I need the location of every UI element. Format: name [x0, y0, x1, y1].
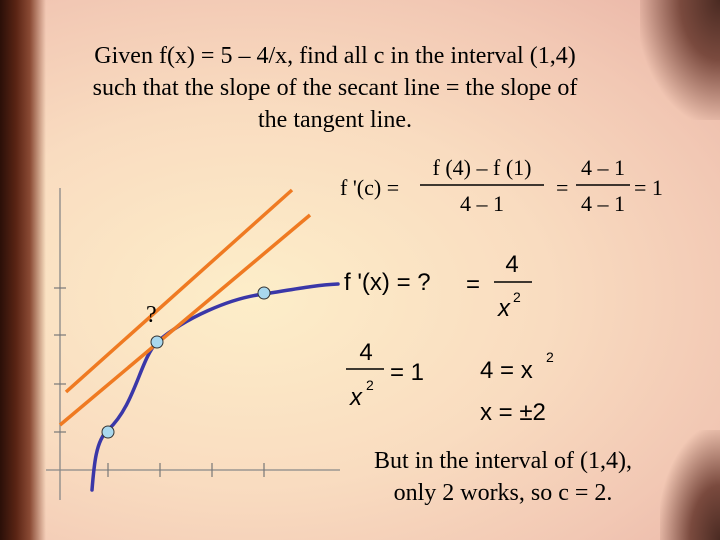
eq2-denominator-exponent: 2: [513, 289, 521, 305]
problem-line-3: the tangent line.: [258, 107, 412, 133]
eq2-lhs: f '(x) = ?: [344, 269, 431, 296]
eq1-frac2-numerator: 4 – 1: [581, 155, 625, 180]
eq3-denominator-base: x: [350, 384, 362, 411]
tangent-point: [151, 336, 163, 348]
equation-solution: [480, 399, 546, 426]
equation-square: [480, 349, 554, 384]
conclusion-line-2: only 2 works, so c = 2.: [393, 480, 613, 506]
eq1-equals: =: [556, 175, 569, 200]
eq3-result: = 1: [390, 359, 425, 386]
equation-set-equal: [346, 339, 424, 411]
eq2-denominator-base: x: [498, 295, 510, 322]
eq1-frac2-denominator: 4 – 1: [581, 191, 625, 216]
eq5-text: x = ±2: [480, 399, 546, 426]
eq1-result: = 1: [634, 175, 663, 200]
conclusion-text: [328, 445, 678, 509]
conclusion-line-1: But in the interval of (1,4),: [374, 448, 632, 474]
eq1-lhs: f '(c) =: [340, 175, 400, 200]
problem-line-2: such that the slope of the secant line = the slope of: [92, 75, 578, 101]
eq1-frac1-denominator: 4 – 1: [460, 191, 504, 216]
point-x4: [258, 287, 270, 299]
eq3-denominator-exponent: 2: [366, 377, 374, 393]
problem-line-1: Given f(x) = 5 – 4/x, find all c in the interval (1,4): [94, 43, 576, 69]
eq2-numerator: 4: [505, 251, 519, 278]
eq4-left: 4 = x: [480, 357, 533, 384]
eq3-numerator: 4: [359, 339, 373, 366]
eq1-frac1-numerator: f (4) – f (1): [432, 155, 532, 180]
eq4-exponent: 2: [546, 349, 554, 365]
point-x1: [102, 426, 114, 438]
question-mark-label: ?: [146, 302, 157, 328]
equation-derivative: [344, 251, 532, 322]
function-curve: [92, 284, 338, 490]
eq2-equals: =: [466, 271, 481, 298]
equation-mvt: [340, 155, 663, 216]
secant-line: [60, 215, 310, 425]
